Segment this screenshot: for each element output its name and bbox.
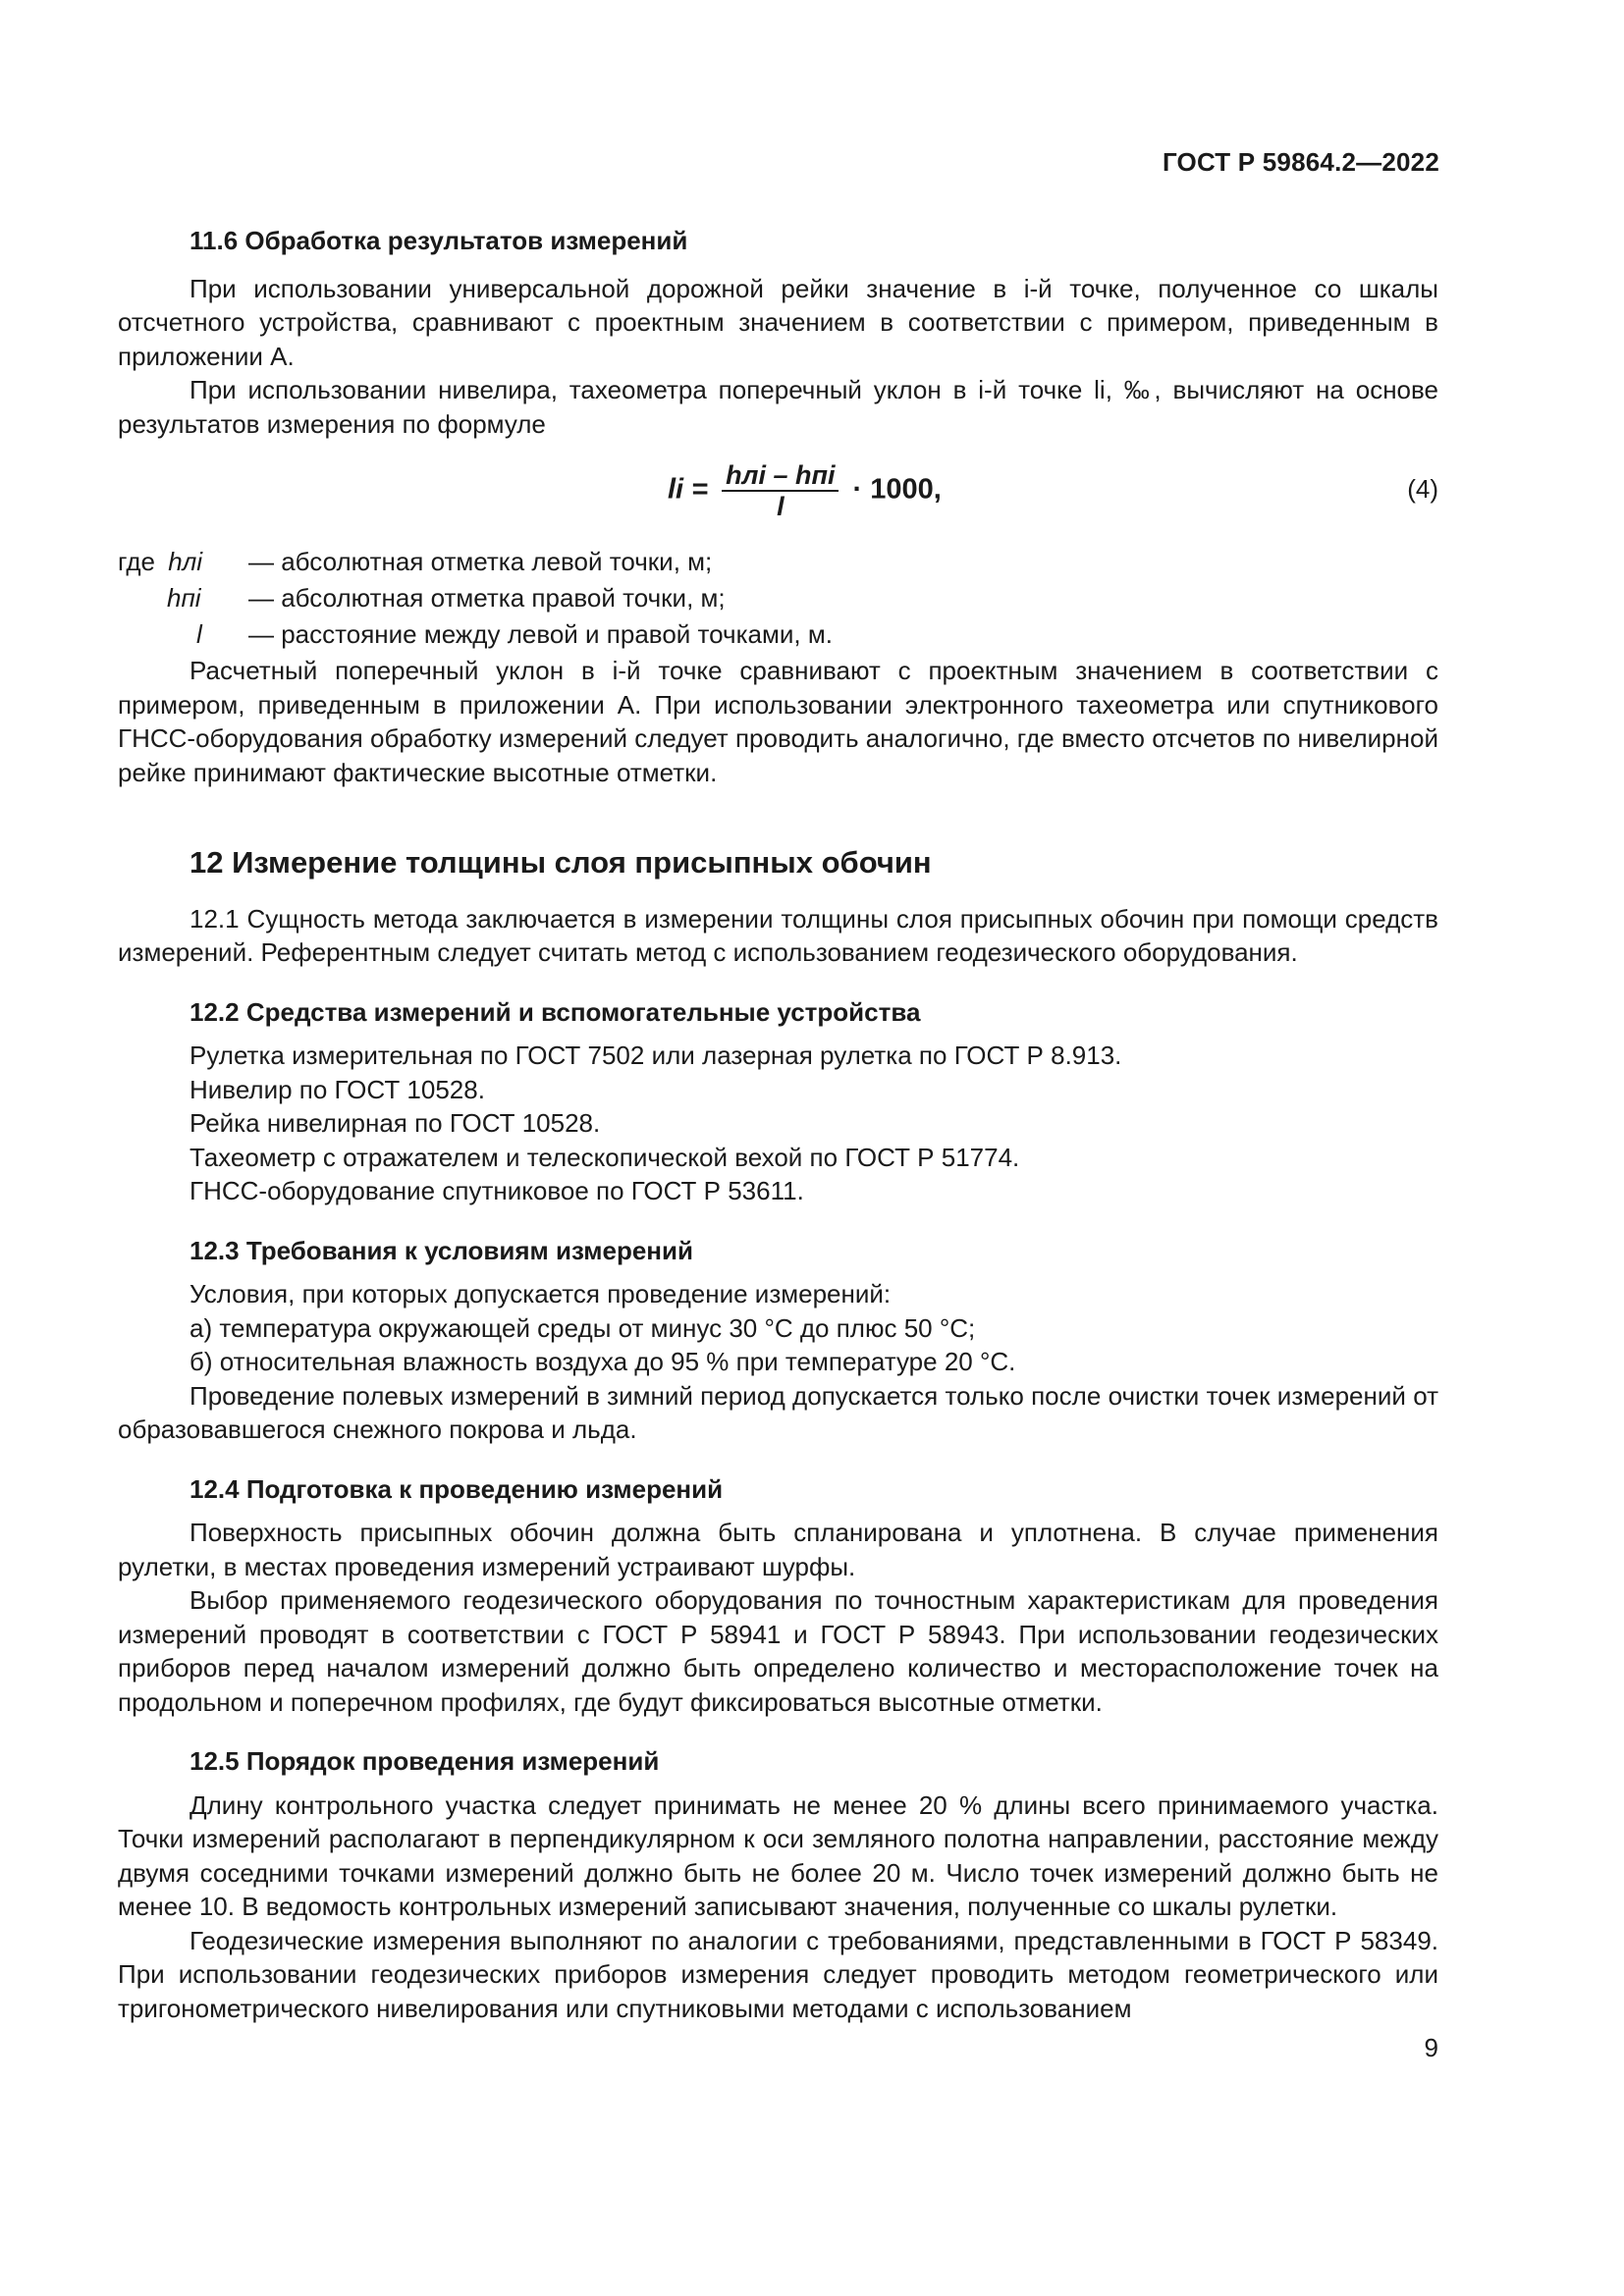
paragraph: Условия, при которых допускается проведение измерений: [189, 1279, 892, 1308]
formula-lhs: li = [668, 473, 709, 506]
legend-text: — расстояние между левой и правой точками, м. [248, 619, 833, 649]
paragraph: 12.1 Сущность метода заключается в измерении толщины слоя присыпных обочин при помощи средств измерений. Референтным следует считать метод с использованием геодезического оборудования. [118, 903, 1438, 967]
formula-denominator: l [777, 492, 785, 521]
section-12-4-title: 12.4 Подготовка к проведению измерений [189, 1473, 724, 1504]
legend-row [118, 545, 202, 579]
list-item: Тахеометр с отражателем и телескопической вехой по ГОСТ Р 51774. [189, 1142, 1020, 1172]
document-body [118, 224, 1438, 2025]
formula-4 [118, 454, 1438, 525]
list-item: ГНСС-оборудование спутниковое по ГОСТ Р 53611. [189, 1176, 804, 1205]
legend-symbol: l [196, 619, 202, 649]
paragraph: При использовании нивелира, тахеометра поперечный уклон в i-й точке li, ‰, вычисляют на основе результатов измерения по формуле [118, 375, 1438, 439]
legend-symbol: hпi [167, 583, 201, 613]
section-12-3-title: 12.3 Требования к условиям измерений [189, 1235, 693, 1265]
list-item: Рейка нивелирная по ГОСТ 10528. [189, 1108, 601, 1138]
section-12-2-title: 12.2 Средства измерений и вспомогательные устройства [189, 996, 921, 1027]
equation-number: (4) [1407, 474, 1438, 504]
paragraph: Проведение полевых измерений в зимний период допускается только после очистки точек измерений от образовавшегося снежного покрова и льда. [118, 1380, 1438, 1444]
legend-prefix: где [118, 547, 155, 576]
paragraph: Расчетный поперечный уклон в i-й точке сравнивают с проектным значением в соответствии с примером, приведенным в приложении А. При использовании электронного тахеометра или спутникового ГНСС-оборудования обработку измерений следует проводить аналогично, где вместо отсчетов по нивелирной рейке принимают фактические высотные отметки. [118, 656, 1438, 787]
paragraph: Длину контрольного участка следует принимать не менее 20 % длины всего принимаемого участка. Точки измерений располагают в перпендикулярном к оси земляного полотна направлении, расстояние между двумя соседними точками измерений должно быть не более 20 м. Число точек измерений должно быть не менее 10. В ведомость контрольных измерений записывают значения, полученные со шкалы рулетки. [118, 1789, 1438, 1921]
formula-expression [668, 460, 942, 521]
paragraph: При использовании универсальной дорожной рейки значение в i-й точке, полученное со шкалы отсчетного устройства, сравнивают с проектным значением в соответствии с примером, приведенным в приложении А. [118, 273, 1438, 371]
formula-legend [118, 545, 1438, 654]
list-item: а) температура окружающей среды от минус 30 °С до плюс 50 °С; [189, 1312, 976, 1343]
formula-fraction [722, 460, 839, 521]
paragraph: Поверхность присыпных обочин должна быть спланирована и уплотнена. В случае применения рулетки, в местах проведения измерений устраивают шурфы. [118, 1518, 1438, 1581]
paragraph: Геодезические измерения выполняют по аналогии с требованиями, представленными в ГОСТ Р 58349. При использовании геодезических приборов измерения следует проводить методом геометрического или тригонометрического нивелирования или спутниковыми методами с использованием [118, 1925, 1438, 2023]
legend-text: — абсолютная отметка левой точки, м; [248, 547, 713, 576]
standard-header: ГОСТ Р 59864.2—2022 [1162, 147, 1439, 177]
section-11-6-title: 11.6 Обработка результатов измерений [189, 226, 688, 255]
section-12-5-title: 12.5 Порядок проведения измерений [189, 1746, 660, 1776]
list-item: Нивелир по ГОСТ 10528. [189, 1074, 485, 1104]
legend-text: — абсолютная отметка правой точки, м; [248, 583, 726, 613]
list-item: Рулетка измерительная по ГОСТ 7502 или лазерная рулетка по ГОСТ Р 8.913. [189, 1041, 1122, 1070]
page-number: 9 [1424, 2033, 1438, 2062]
paragraph: Выбор применяемого геодезического оборудования по точностным характеристикам для проведения измерений проводят в соответствии с ГОСТ Р 58941 и ГОСТ Р 58943. При использовании геодезических приборов перед началом измерений должно быть определено количество и месторасположение точек на продольном и поперечном профилях, где будут фиксироваться высотные отметки. [118, 1585, 1438, 1717]
legend-symbol: hлi [168, 547, 203, 576]
list-item: б) относительная влажность воздуха до 95 % при температуре 20 °С. [189, 1347, 1016, 1376]
formula-numerator: hлi – hпi [722, 460, 839, 492]
formula-multiplier: · 1000, [852, 473, 942, 506]
section-12-title: 12 Измерение толщины слоя присыпных обочин [189, 845, 932, 880]
